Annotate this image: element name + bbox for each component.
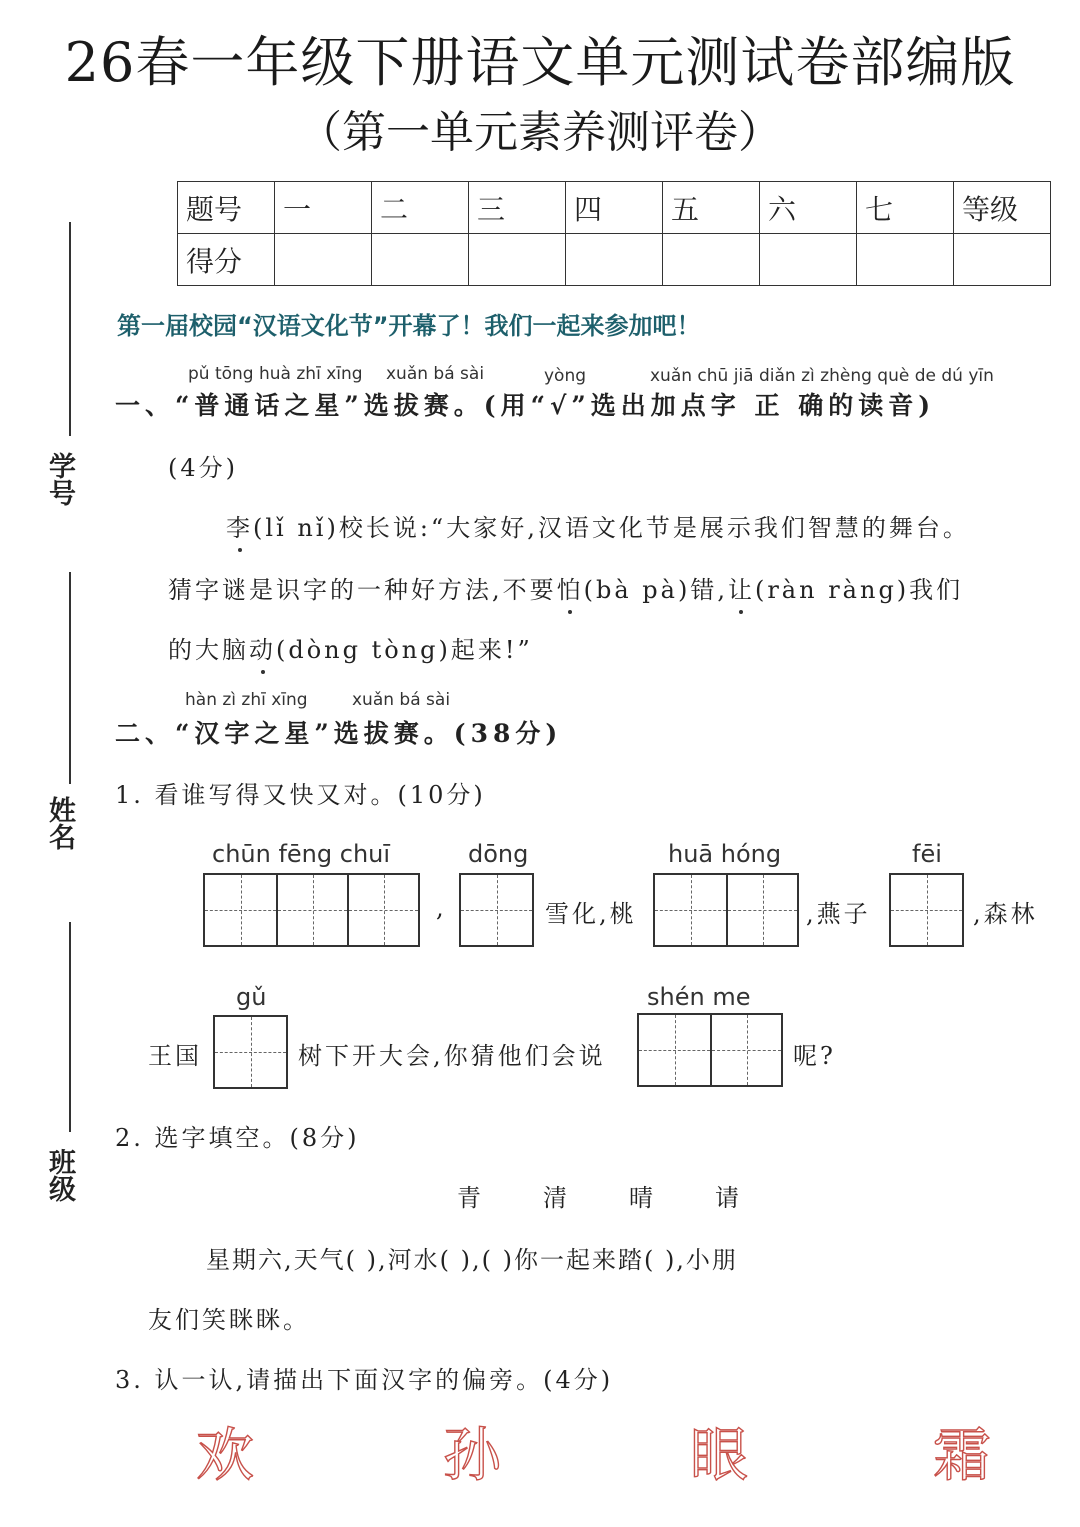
q1-pinyin: xuǎn bá sài	[386, 364, 485, 384]
choice-char: 请	[715, 1184, 742, 1212]
grid-text: 王国	[148, 1042, 202, 1070]
score-header-cell: 四	[566, 182, 663, 234]
fill-blank-line: 友们笑眯眯。	[148, 1306, 310, 1334]
grid-text: 雪化,桃	[545, 900, 637, 928]
class-label: 班级	[44, 1148, 75, 1202]
dotted-char: 怕	[556, 576, 584, 604]
grid-text: 树下开大会,你猜他们会说	[298, 1042, 606, 1070]
choice-char: 青	[457, 1184, 484, 1212]
q2-heading: 二、“汉字之星”选拔赛。(38分)	[115, 719, 563, 748]
trace-char[interactable]: 眼	[690, 1421, 749, 1489]
q1-pinyin: xuǎn chū jiā diǎn zì zhèng què de dú yīn	[650, 366, 994, 386]
q1-line2	[168, 570, 963, 605]
grid-text: 呢?	[793, 1042, 836, 1070]
score-blank-cell[interactable]	[469, 234, 566, 286]
writing-grid[interactable]	[889, 873, 964, 947]
grid-text: ,森林	[973, 900, 1038, 928]
trace-char[interactable]: 霜	[933, 1421, 992, 1489]
grid-pinyin: fēi	[912, 840, 942, 868]
page-title: 26春一年级下册语文单元测试卷部编版	[64, 31, 1016, 94]
grid-pinyin: dōng	[468, 840, 529, 868]
dotted-char: 动	[249, 636, 276, 664]
score-table	[177, 181, 1051, 286]
score-blank-cell[interactable]	[954, 234, 1051, 286]
q2-pinyin: hàn zì zhī xīng	[185, 690, 308, 710]
score-table-score-row	[178, 234, 1051, 286]
score-header-cell: 三	[469, 182, 566, 234]
writing-grid[interactable]	[203, 873, 420, 947]
score-blank-cell[interactable]	[372, 234, 469, 286]
score-header-cell: 一	[275, 182, 372, 234]
q2-sub3: 3. 认一认,请描出下面汉字的偏旁。(4分)	[115, 1366, 614, 1394]
grid-text: ,	[436, 894, 447, 922]
dotted-char: 让	[727, 576, 755, 604]
class-line[interactable]	[69, 922, 71, 1132]
student-id-line[interactable]	[69, 222, 71, 436]
pronunciation-option[interactable]: (dòng tòng)起来!”	[276, 636, 533, 664]
grid-text: ,燕子	[806, 900, 871, 928]
score-blank-cell[interactable]	[275, 234, 372, 286]
q2-sub1: 1. 看谁写得又快又对。(10分)	[115, 781, 486, 809]
q2-pinyin: xuǎn bá sài	[352, 690, 451, 710]
name-line[interactable]	[69, 572, 71, 784]
score-header-cell: 题号	[178, 182, 275, 234]
grid-pinyin: huā hóng	[668, 840, 782, 868]
grid-pinyin: chūn fēng chuī	[212, 840, 391, 868]
writing-grid[interactable]	[653, 873, 799, 947]
score-blank-cell[interactable]	[760, 234, 857, 286]
score-header-cell: 七	[857, 182, 954, 234]
writing-grid[interactable]	[459, 873, 534, 947]
score-header-cell: 等级	[954, 182, 1051, 234]
trace-char[interactable]: 欢	[196, 1421, 255, 1489]
intro-text: 第一届校园“汉语文化节”开幕了！我们一起来参加吧！	[117, 312, 701, 340]
pronunciation-option[interactable]: (ràn ràng)我们	[754, 576, 964, 604]
pronunciation-option[interactable]: (lǐ nǐ)	[253, 514, 339, 542]
name-label: 姓名	[44, 796, 75, 850]
choice-char: 清	[543, 1184, 570, 1212]
grid-pinyin: shén me	[647, 983, 751, 1011]
pronunciation-option[interactable]: (bà pà)错,	[583, 576, 728, 604]
q1-score: (4分)	[168, 454, 238, 482]
score-blank-cell[interactable]	[857, 234, 954, 286]
q1-pinyin: pǔ tōng huà zhī xīng	[188, 364, 363, 384]
q1-heading: 一、“普通话之星”选拔赛。(用“√”选出加点字 正 确的读音)	[115, 391, 936, 420]
q1-line3	[168, 630, 533, 665]
grid-pinyin: gǔ	[236, 983, 267, 1011]
choice-char: 晴	[629, 1184, 656, 1212]
fill-blank-line[interactable]: 星期六,天气( ),河水( ),( )你一起来踏( ),小朋	[206, 1246, 738, 1274]
student-id-label: 学号	[44, 452, 75, 506]
page-subtitle: （第一单元素养测评卷）	[298, 107, 782, 158]
score-row-label: 得分	[178, 234, 275, 286]
score-header-cell: 六	[760, 182, 857, 234]
trace-char[interactable]: 孙	[443, 1421, 502, 1489]
writing-grid[interactable]	[637, 1013, 783, 1087]
score-table-header-row	[178, 182, 1051, 234]
q1-pinyin: yòng	[544, 366, 587, 386]
score-blank-cell[interactable]	[663, 234, 760, 286]
writing-grid[interactable]	[213, 1015, 288, 1089]
dotted-char: 李	[226, 514, 253, 542]
score-blank-cell[interactable]	[566, 234, 663, 286]
score-header-cell: 五	[663, 182, 760, 234]
passage-text: 猜字谜是识字的一种好方法,不要	[168, 576, 557, 604]
q1-line1	[226, 508, 970, 543]
passage-text: 校长说:“大家好,汉语文化节是展示我们智慧的舞台。	[338, 514, 970, 542]
q2-sub2: 2. 选字填空。(8分)	[115, 1124, 360, 1152]
passage-text: 的大脑	[168, 636, 249, 664]
score-header-cell: 二	[372, 182, 469, 234]
